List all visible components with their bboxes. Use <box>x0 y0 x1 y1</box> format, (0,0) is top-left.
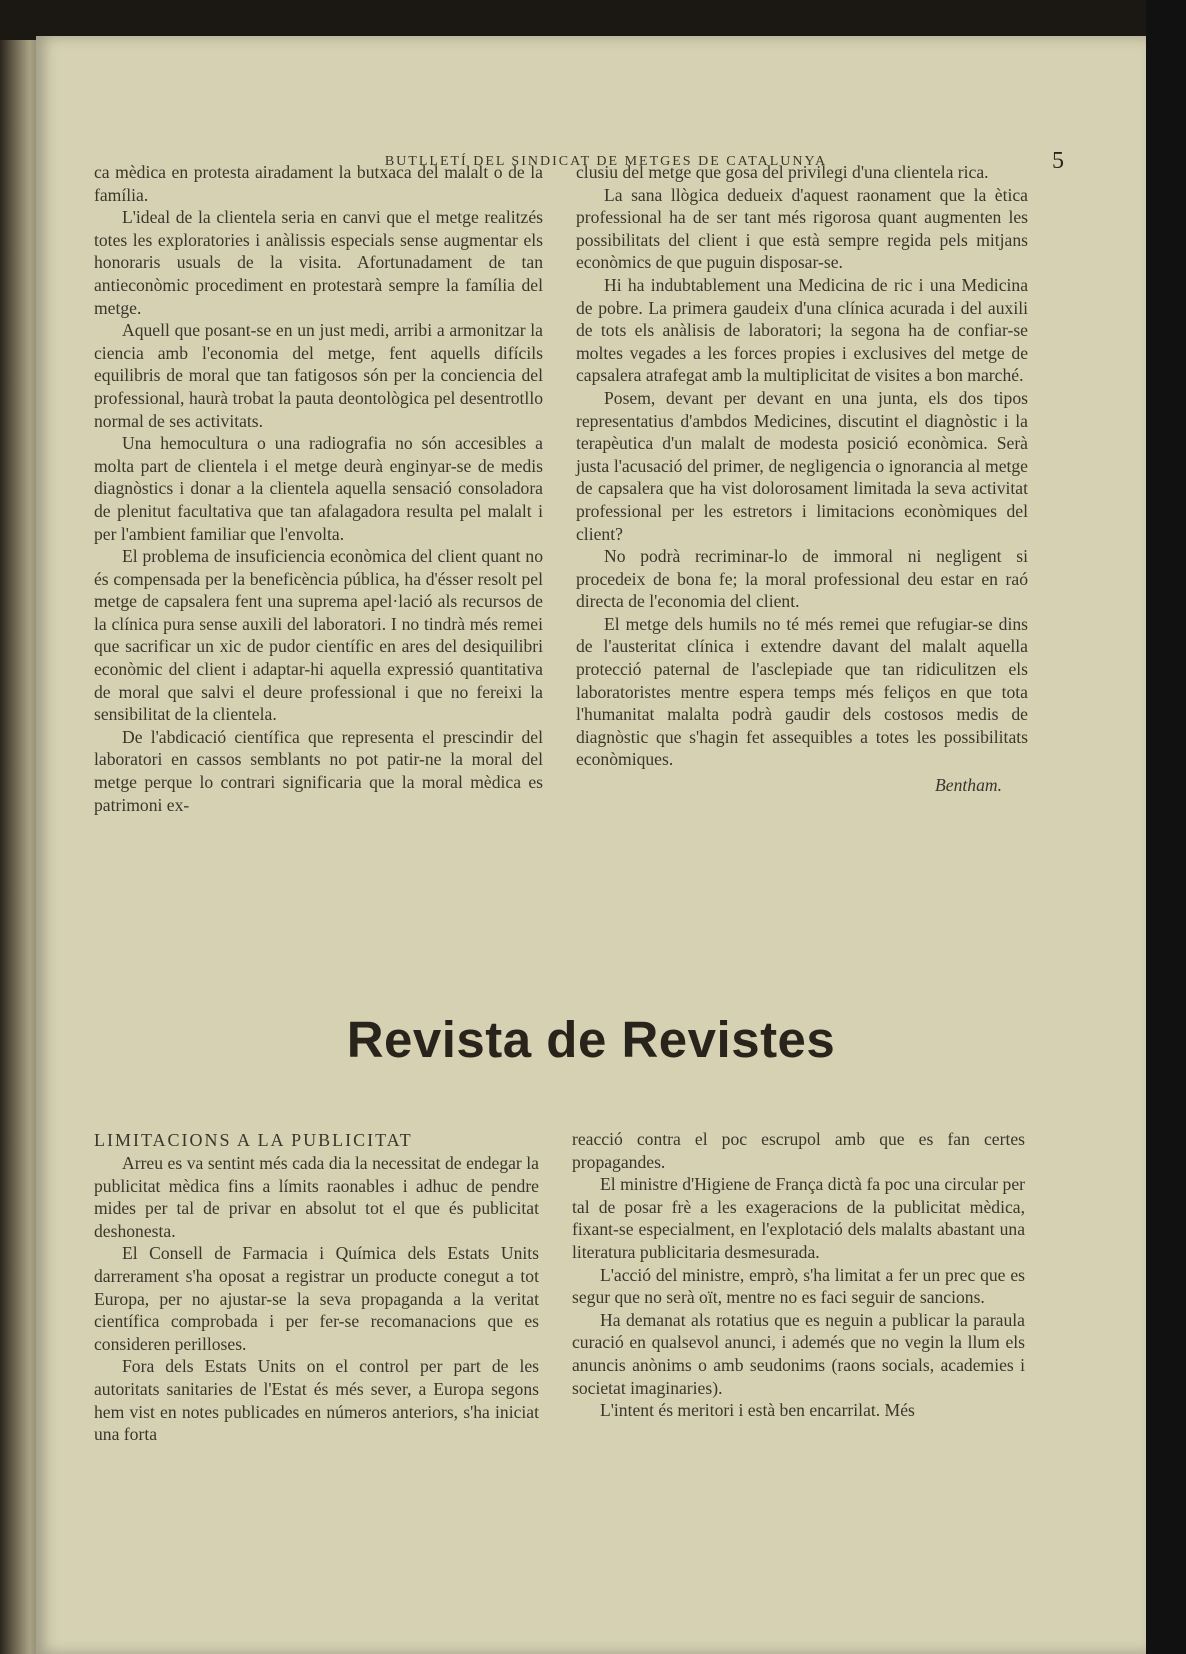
running-header: BUTLLETÍ DEL SINDICAT DE METGES DE CATALUNYA <box>384 154 828 169</box>
paragraph: La sana llògica dedueix d'aquest raonament que la ètica professional ha de ser tant més rigorosa quant augmenten les possibilitats del client i que està sempre regida pels mitjans econòmics de que puguin disposar-se. <box>576 184 1028 273</box>
article2-column1 <box>94 1152 539 1446</box>
article1-column2 <box>576 161 1028 797</box>
paragraph: No podrà recriminar-lo de immoral ni negligent si procedeix de bona fe; la moral professional deu estar en raó directa de l'economia del client. <box>576 546 1028 612</box>
paragraph: L'intent és meritori i està ben encarrilat. Més <box>600 1400 915 1421</box>
paragraph: De l'abdicació científica que representa el prescindir del laboratori en cassos semblants no pot patir-ne la moral del metge perque lo contrari significaria que la moral mèdica es patrimoni ex- <box>94 726 543 815</box>
paragraph: Fora dels Estats Units on el control per part de les autoritats sanitaries de l'Estat és més sever, a Europa segons hem vist en notes publicades en números anteriors, s'ha iniciat una forta <box>94 1356 539 1445</box>
paragraph: clusiu del metge que gosa del privilegi d'una clientela rica. <box>576 162 989 182</box>
paragraph: Ha demanat als rotatius que es neguin a publicar la paraula curació en qualsevol anunci, i ademés que no vegin la llum els anuncis anònims o amb seudonims (raons socials, academies i societat imaginaries). <box>572 1309 1025 1398</box>
paragraph: L'ideal de la clientela seria en canvi que el metge realitzés totes les exploratories i anàlissis especials sense augmentar els honoraris usuals de la visita. Afortunadament de tan antieconòmic procediment en protestarà sempre la família del metge. <box>94 207 543 318</box>
paragraph: Una hemocultura o una radiografia no són accesibles a molta part de clientela i el metge deurà enginyar-se de medis diagnòstics i donar a la clientela aquella sensació consoladora de plenitut facultativa que tan afalagadora resulta pel malalt i per l'ambient familiar que l'envolta. <box>94 433 543 544</box>
paragraph: El metge dels humils no té més remei que refugiar-se dins de l'austeritat clínica i extendre davant del malalt aquella protecció paternal de l'asclepiade que tan ridiculitzen els laboratoristes mentre espera temps més feliços en que tota l'humanitat malalta podrà gaudir dels costosos medis de diagnòstic que s'hagin fet assequibles a totes les possibilitats econòmiques. <box>576 613 1028 770</box>
paragraph: Hi ha indubtablement una Medicina de ric i una Medicina de pobre. La primera gaudeix d'una clínica acurada i del auxili de tots els anàlisis de laboratori; la segona ha de confiar-se moltes vegades a les forces propies i exclusives del metge de capsalera atrafegat amb la multiplicitat de visites a bon marché. <box>576 274 1028 386</box>
author-signature: Bentham. <box>935 775 1002 796</box>
paragraph: Posem, devant per devant en una junta, els dos tipos representatius d'ambdos Medicines, discutint el diagnòstic i la terapèutica d'un malalt de modesta posició econòmica. Serà justa l'acusació del primer, de negligencia o ignorancia al metge de capsalera que ha vist dolorosament limitada la seva activitat professional per les estretors i limitacions econòmiques del client? <box>576 387 1028 544</box>
article1-column1 <box>94 161 543 816</box>
paragraph: Aquell que posant-se en un just medi, arribi a armonitzar la ciencia amb l'economia del metge, fent aquells difícils equilibris de moral que tan fatigosos són per la conciencia del professional, haurà trobat la pauta deontològica pel desentrotllo normal de ses activitats. <box>94 320 543 431</box>
scan-background <box>1146 0 1186 1654</box>
article2-column2 <box>572 1128 1025 1422</box>
paragraph: L'acció del ministre, emprò, s'ha limitat a fer un prec que es segur que no serà oït, mentre no es faci seguir de sancions. <box>572 1264 1025 1308</box>
paragraph: El problema de insuficiencia econòmica del client quant no és compensada per la beneficència pública, ha d'ésser resolt pel metge de capsalera fent una suprema apel·lació als recursos de la clínica pura sense auxili del laboratori. I no tindrà més remei que sacrificar un xic de pudor científic en ares del desiquilibri econòmic del client i adaptar-hi aquella expressió quantitativa de moral que salvi el deure professional i que no fereixi la sensibilitat de la clientela. <box>94 546 543 725</box>
paragraph: El Consell de Farmacia i Química dels Estats Units darrerament s'ha oposat a registrar un producte conegut a tot Europa, per no ajustar-se la seva propaganda a la veritat científica comprobada i per fer-se recomanacions que es consideren perilloses. <box>94 1243 539 1354</box>
page-number: 5 <box>1052 148 1064 174</box>
paragraph: ca mèdica en protesta airadament la butxaca del malalt o de la família. <box>94 162 543 205</box>
section-title: Revista de Revistes <box>346 1011 836 1068</box>
paragraph: El ministre d'Higiene de França dictà fa poc una circular per tal de posar frè a les exageracions de la publicitat mèdica, fixant-se especialment, en l'explotació dels malalts abastant una literatura publicitaria desmesurada. <box>572 1174 1025 1262</box>
article-heading: LIMITACIONS A LA PUBLICITAT <box>94 1130 413 1150</box>
paragraph: reacció contra el poc escrupol amb que es fan certes propagandes. <box>572 1129 1025 1172</box>
paragraph: Arreu es va sentint més cada dia la necessitat de endegar la publicitat mèdica fins a límits raonables i adhuc de pendre mides per tal de privar en absolut tot el que és publicitat deshonesta. <box>94 1153 539 1241</box>
